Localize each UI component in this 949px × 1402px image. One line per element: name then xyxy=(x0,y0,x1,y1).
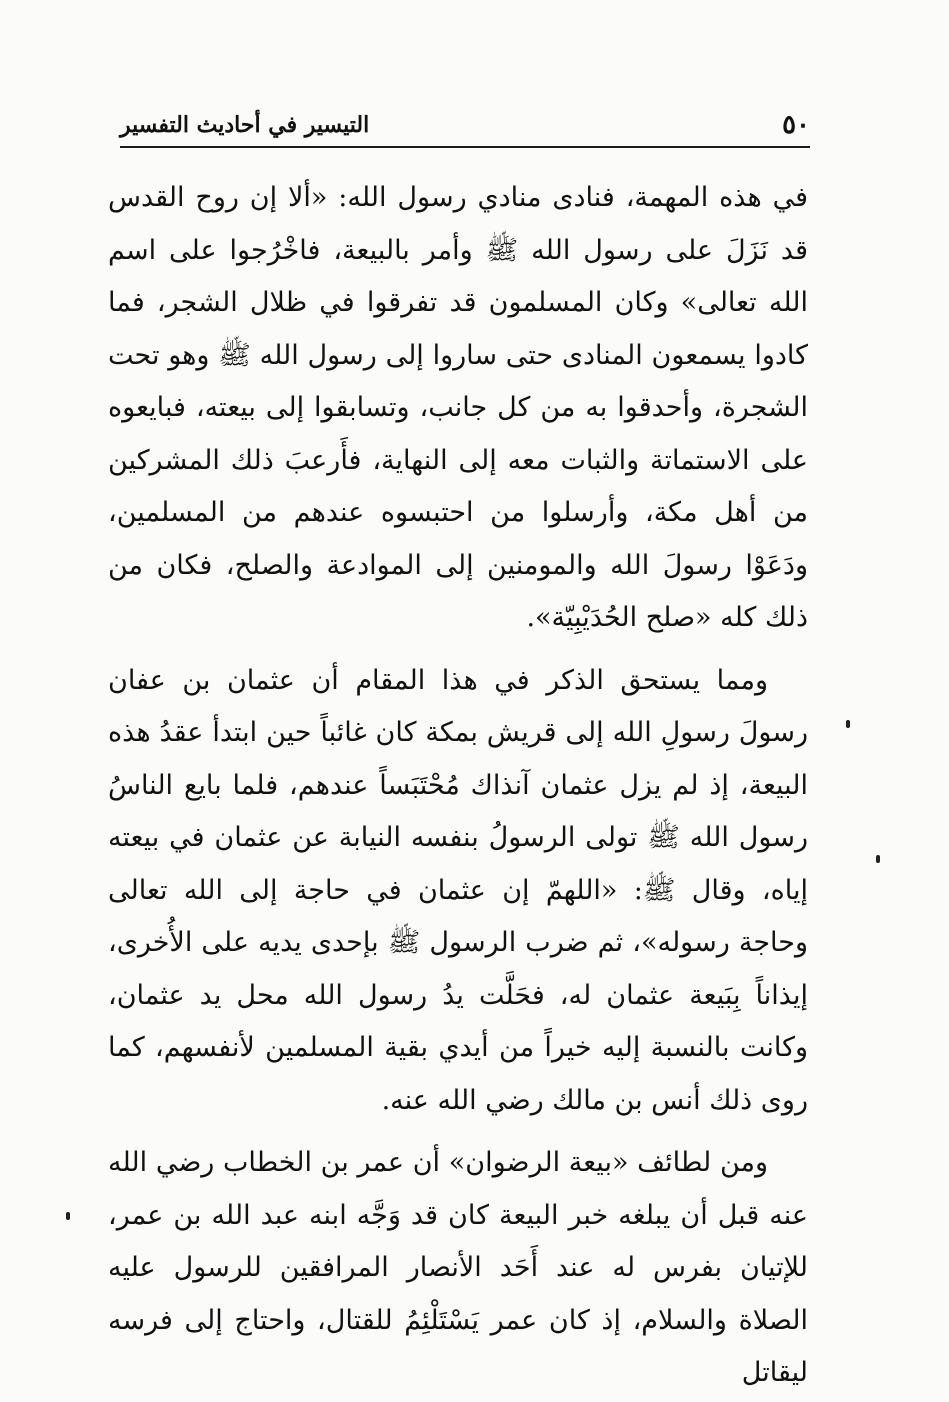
margin-speck xyxy=(66,1212,70,1220)
running-title: التيسير في أحاديث التفسير xyxy=(120,112,370,138)
margin-speck xyxy=(876,855,880,863)
paragraph-3: ومن لطائف «بيعة الرضوان» أن عمر بن الخطاب رضي الله عنه قبل أن يبلغه خبر البيعة كان قد وَجَّه ابنه عبد الله بن عمر، للإتيان بفرس له عند أَحَد الأنصار المرافقين للرسول عليه الصلاة والسلام، إذ كان عمر يَسْتَلْئِمُ للقتال، واحتاج إلى فرسه ليقاتل xyxy=(108,1147,808,1388)
paragraph-1: في هذه المهمة، فنادى منادي رسول الله: «ألا إن روح القدس قد نَزَلَ على رسول الله ﷺ وأمر بالبيعة، فاخْرُجوا على اسم الله تعالى» وكان المسلمون قد تفرقوا في ظلال الشجر، فما كادوا يسمعون المنادى حتى ساروا إلى رسول الله ﷺ وهو تحت الشجرة، وأحدقوا به من كل جانب، وتسابقوا إلى بيعته، فبايعوه على الاستماتة والثبات معه إلى النهاية، فأَرعبَ ذلك المشركين من أهل مكة، وأرسلوا من احتبسوه عندهم من المسلمين، ودَعَوْا رسولَ الله والمومنين إلى الموادعة والصلح، فكان من ذلك كله «صلح الحُدَيْبِيّة». xyxy=(108,182,808,633)
margin-speck xyxy=(846,720,850,728)
header-rule xyxy=(120,146,810,148)
running-header xyxy=(120,108,810,148)
page-number: ٥٠ xyxy=(782,110,810,140)
paragraph-2: ومما يستحق الذكر في هذا المقام أن عثمان بن عفان رسولَ رسولِ الله إلى قريش بمكة كان غائباً حين ابتدأ عقدُ هذه البيعة، إذ لم يزل عثمان آنذاك مُحْتَبَساً عندهم، فلما بايع الناسُ رسول الله ﷺ تولى الرسولُ بنفسه النيابة عن عثمان في بيعته إياه، وقال ﷺ: «اللهمّ إن عثمان في حاجة إلى الله تعالى وحاجة رسوله»، ثم ضرب الرسول ﷺ بإحدى يديه على الأُخرى، إيذاناً بِبَيعة عثمان له، فحَلَّت يدُ رسول الله محل يد عثمان، وكانت بالنسبة إليه خيراً من أيدي بقية المسلمين لأنفسهم، كما روى ذلك أنس بن مالك رضي الله عنه. xyxy=(108,664,808,1116)
page-body xyxy=(108,172,808,1400)
